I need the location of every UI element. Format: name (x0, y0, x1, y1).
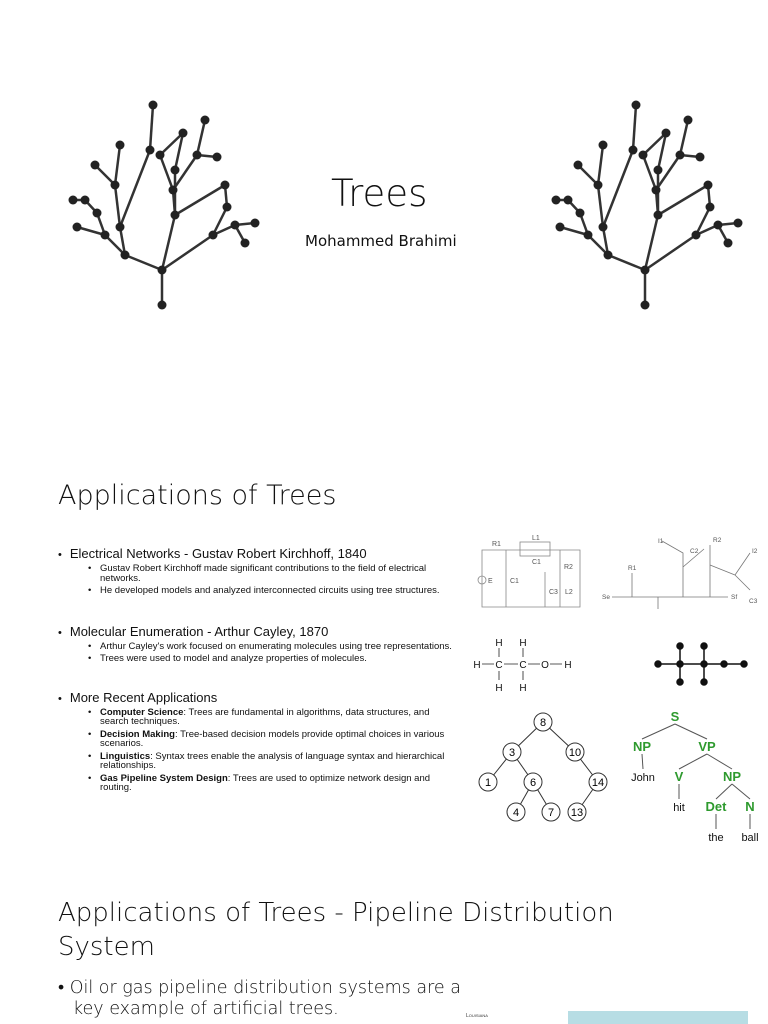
tree-branch (197, 120, 205, 155)
bullet-list (58, 546, 458, 793)
tree-vertex (599, 223, 608, 232)
tree-vertex (632, 101, 641, 110)
circuit-label: C1 (510, 578, 519, 585)
tree-vertex (193, 151, 202, 160)
tree-edge (732, 784, 750, 799)
syntax-label: S (670, 709, 680, 724)
bullet-item: • Oil or gas pipeline distribution systems are a key example of artificial trees. (58, 978, 461, 1019)
tree-vertex (111, 181, 120, 190)
tree-branch (125, 255, 162, 270)
binary-search-tree (470, 705, 620, 835)
tree-branch (115, 145, 120, 185)
tree-branch (120, 150, 150, 227)
tree-vertex (574, 161, 583, 170)
bond-label: I1 (658, 538, 664, 545)
slide-title: Applications of Trees - Pipeline Distribution System (58, 898, 614, 962)
node-label: 14 (591, 777, 605, 789)
tree-branch (175, 185, 225, 215)
tree-vertex (552, 196, 561, 205)
node-label: 8 (539, 717, 547, 729)
sub-bullet: • Computer Science: Trees are fundamental in algorithms, data structures, and search techniques. (88, 708, 458, 727)
tree-branch (603, 150, 633, 227)
tree-branch (150, 105, 153, 150)
circuit-label: C3 (549, 589, 558, 596)
tree-vertex (231, 221, 240, 230)
node-label: 1 (484, 777, 492, 789)
atom-label: C (519, 660, 527, 671)
bond-label: C2 (690, 548, 699, 555)
tree-vertex (209, 231, 218, 240)
tree-branch (643, 155, 656, 190)
tree-vertex (101, 231, 110, 240)
syntax-tree (620, 705, 768, 855)
slide-title: Applications of Trees (58, 480, 337, 511)
bullet-heading: • Electrical Networks - Gustav Robert Kirchhoff, 1840 (58, 546, 458, 561)
tree-edge (675, 724, 707, 739)
map-label: Louisiana (466, 1013, 488, 1019)
author-name: Mohammed Brahimi (305, 232, 457, 250)
sub-bullet: • Decision Making: Tree-based decision models provide optimal choices in various scenarios. (88, 730, 458, 749)
tree-vertex (641, 266, 650, 275)
node-label: 3 (508, 747, 516, 759)
slide-title: Trees (331, 172, 428, 215)
section-recent (58, 690, 458, 793)
tree-vertex (652, 186, 661, 195)
tree-vertex (158, 266, 167, 275)
tree-vertex (221, 181, 230, 190)
atom-label: H (495, 638, 503, 649)
syntax-label: John (631, 772, 655, 784)
syntax-label: the (708, 832, 724, 844)
circuit-label: L2 (565, 589, 573, 596)
tree-vertex (629, 146, 638, 155)
atom-label: C (495, 660, 503, 671)
tree-vertex (696, 153, 705, 162)
syntax-label: N (745, 799, 755, 814)
tree-vertex (73, 223, 82, 232)
tree-vertex (706, 203, 715, 212)
tree-vertex (171, 166, 180, 175)
syntax-label: V (674, 769, 684, 784)
syntax-label: NP (632, 739, 652, 754)
tree-edge (642, 754, 643, 769)
tree-vertex (692, 231, 701, 240)
tree-vertex (556, 223, 565, 232)
tree-edge (679, 754, 707, 769)
tree-vertex (116, 223, 125, 232)
tree-branch (115, 185, 120, 227)
bond-label: R2 (713, 537, 722, 544)
bond-label: C3 (749, 598, 758, 605)
tree-vertex (149, 101, 158, 110)
atom-label: H (519, 683, 527, 694)
tree-vertex (684, 116, 693, 125)
circuit-label: R1 (492, 541, 501, 548)
tree-vertex (604, 251, 613, 260)
circuit-label: C1 (532, 559, 541, 566)
bond-graph-diagram (600, 535, 768, 610)
atom-label: H (495, 683, 503, 694)
atom-label: H (564, 660, 572, 671)
tree-edge (716, 784, 732, 799)
node-label: 4 (512, 807, 520, 819)
tree-branch (598, 185, 603, 227)
sub-bullet: • Gas Pipeline System Design: Trees are used to optimize network design and routing. (88, 774, 458, 793)
tree-vertex (662, 129, 671, 138)
circuit-diagram (470, 532, 595, 612)
bond-label: R1 (628, 565, 637, 572)
sub-bullet: • Trees were used to model and analyze properties of molecules. (88, 654, 458, 664)
node-label: 7 (547, 807, 555, 819)
tree-vertex (599, 141, 608, 150)
tree-vertex (156, 151, 165, 160)
bullet-heading: • More Recent Applications (58, 690, 458, 705)
bullet-heading: • Molecular Enumeration - Arthur Cayley, 1870 (58, 624, 458, 639)
node-label: 13 (570, 807, 584, 819)
ethanol-molecule (470, 636, 585, 696)
tree-branch (598, 145, 603, 185)
tree-branch (160, 155, 173, 190)
tree-vertex (676, 151, 685, 160)
tree-branch (633, 105, 636, 150)
section-molecular (58, 624, 458, 664)
tree-illustration-right (548, 95, 748, 320)
tree-vertex (654, 211, 663, 220)
node-label: 10 (568, 747, 582, 759)
tree-vertex (223, 203, 232, 212)
syntax-label: Det (705, 799, 727, 814)
circuit-label: R2 (564, 564, 573, 571)
tree-vertex (169, 186, 178, 195)
tree-branch (680, 120, 688, 155)
tree-vertex (158, 301, 167, 310)
tree-vertex (594, 181, 603, 190)
tree-vertex (639, 151, 648, 160)
tree-branch (658, 185, 708, 215)
tree-vertex (213, 153, 222, 162)
tree-vertex (734, 219, 743, 228)
bond-label: I2 (752, 548, 758, 555)
atom-label: H (519, 638, 527, 649)
syntax-label: hit (673, 802, 685, 814)
bond-label: Sf (731, 594, 738, 601)
tree-vertex (179, 129, 188, 138)
syntax-label: ball (741, 832, 759, 844)
pipeline-map (568, 1011, 748, 1024)
tree-vertex (146, 146, 155, 155)
tree-vertex (724, 239, 733, 248)
syntax-label: NP (722, 769, 742, 784)
tree-edge (707, 754, 732, 769)
node-label: 6 (529, 777, 537, 789)
tree-vertex (121, 251, 130, 260)
tree-vertex (564, 196, 573, 205)
sub-bullet: • Linguistics: Syntax trees enable the analysis of language syntax and hierarchical relationships. (88, 752, 458, 771)
tree-vertex (704, 181, 713, 190)
section-electrical (58, 546, 458, 596)
tree-vertex (171, 211, 180, 220)
tree-vertex (654, 166, 663, 175)
tree-vertex (116, 141, 125, 150)
syntax-label: VP (698, 739, 716, 754)
tree-vertex (641, 301, 650, 310)
tree-vertex (201, 116, 210, 125)
tree-vertex (69, 196, 78, 205)
sub-bullet: • He developed models and analyzed interconnected circuits using tree structures. (88, 586, 458, 596)
molecule-tree-graph (650, 640, 750, 690)
tree-vertex (93, 209, 102, 218)
tree-vertex (81, 196, 90, 205)
atom-label: H (473, 660, 481, 671)
tree-vertex (584, 231, 593, 240)
tree-vertex (241, 239, 250, 248)
circuit-label: L1 (532, 535, 540, 542)
tree-vertex (576, 209, 585, 218)
tree-vertex (714, 221, 723, 230)
tree-illustration-left (65, 95, 265, 320)
tree-vertex (91, 161, 100, 170)
sub-bullet: • Arthur Cayley's work focused on enumerating molecules using tree representations. (88, 642, 458, 652)
circuit-label: E (488, 578, 493, 585)
bond-label: Se (602, 594, 610, 601)
atom-label: O (541, 660, 549, 671)
tree-branch (608, 255, 645, 270)
tree-edge (642, 724, 675, 739)
sub-bullet: • Gustav Robert Kirchhoff made significant contributions to the field of electrical networks. (88, 564, 458, 583)
tree-vertex (251, 219, 260, 228)
